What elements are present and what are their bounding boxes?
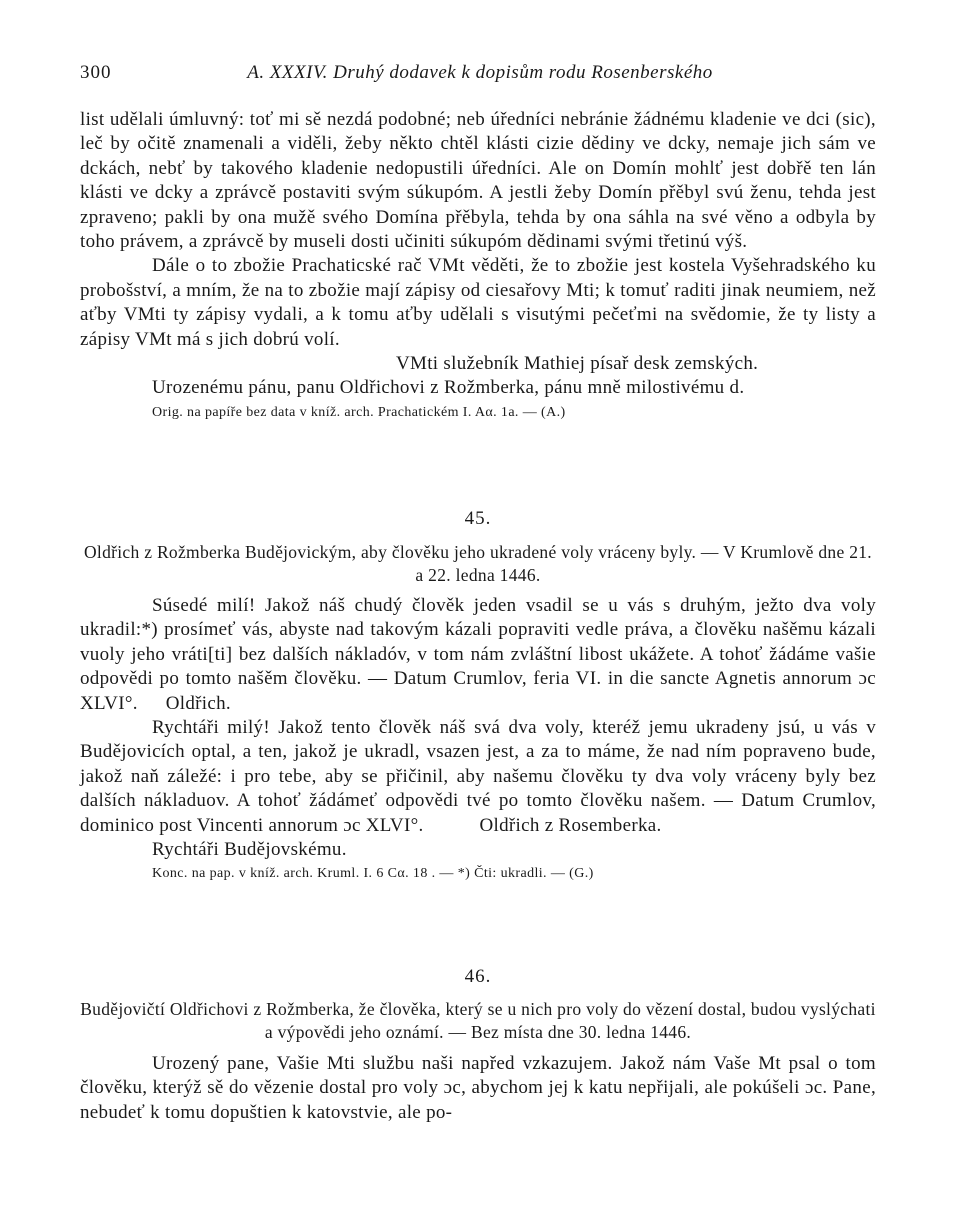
doc45-heading: Oldřich z Rožmberka Budějovickým, aby člověku jeho ukradené voly vráceny byly. — V Krumlově dne 21. a 22. ledna 1446. [83,542,872,585]
page-number: 300 [80,62,112,83]
doc44-source-note: Orig. na papíře bez data v kníž. arch. Prachatickém I. Aα. 1a. — (A.) [152,404,566,420]
doc44-address: Urozenému pánu, panu Oldřichovi z Rožmberka, pánu mně milostivému d. [152,377,745,399]
doc46-number: 46. [464,966,492,987]
doc45-paragraph-2-signature: Oldřich z Rosemberka. [479,814,662,836]
doc44-signature: VMti služebník Mathiej písař desk zemských. [396,353,759,375]
doc45-number: 45. [464,508,492,529]
doc46-body [80,1052,876,1125]
running-head [80,62,880,86]
doc45-paragraph-2 [80,716,876,838]
doc45-address: Rychtáři Budějovskému. [152,839,347,861]
doc44-paragraph-2: Dále o to zbožie Prachaticské rač VMt věděti, že to zbožie jest kostela Vyšehradského ku probošství, a mním, že na to zbožie mají zápisy od ciesařovy Mti; k tomuť raditi jinak neumiem, než aťby VMti ty zápisy vydali, a k tomu aťby udělali s visutými pečeťmi na svědomie, že ty listy a zápisy VMt má s jich dobrú volí. [80,255,876,350]
doc44-body [80,108,876,421]
doc45-body [80,594,876,882]
doc45-paragraph-1 [80,594,876,716]
doc46-paragraph-1: Urozený pane, Vašie Mti službu naši napřed vzkazujem. Jakož nám Vaše Mt psal o tom člověku, kterýž sě do vězenie dostal pro voly ɔc, abychom jej k katu nepřijali, ale pokúšeli ɔc. Pane, nebudeť k tomu dopuštien k katovstvie, ale po- [80,1053,876,1123]
doc45-paragraph-1-signature: Oldřich. [165,692,231,714]
doc46-heading: Budějovičtí Oldřichovi z Rožmberka, že člověka, který se u nich pro voly do vězení dostal, budou vyslýchati a výpovědi jeho oznámí. — Bez místa dne 30. ledna 1446. [80,999,876,1042]
running-title: A. XXXIV. Druhý dodavek k dopisům rodu Rosenberského [247,62,713,83]
doc45-source-note: Konc. na pap. v kníž. arch. Kruml. I. 6 Cα. 18 . — *) Čti: ukradli. — (G.) [152,866,594,882]
doc44-paragraph-1: list udělali úmluvný: toť mi sě nezdá podobné; neb úředníci nebránie žádnému kladenie ve dci (sic), leč by očitě znamenali a viděli, žeby někto chtěl klásti cizie dědiny ve dcky, nemaje jich sám ve dckách, nebť by takového kladenie nedopustili úředníci. Ale on Domín mohlť jest dobřě ten lán klásti ve dcky a zprávcě postaviti svým súkupóm. A jestli žeby Domín přěbyl svú ženu, tehda jest zpraveno; pakli by ona mužě svého Domína přěbyla, tehda by ona sáhla na své věno a odbyla by toho právem, a zprávcě by museli dosti učiniti súkupóm dědinami svými třetinú výš. [80,109,876,253]
doc45-paragraph-2-text: Rychtáři milý! Jakož tento člověk náš svá dva voly, kteréž jemu ukradeny jsú, u vás v Budějovicích optal, a ten, jakož je ukradl, vsazen jest, a za to máme, že nad ním popraveno bude, jakož naň záležé: i pro tebe, aby se přičinil, aby našemu člověku ty dva voly vráceny byly bez dalších nákladuov. A tohoť žádámeť odpovědi tvé po tomto člověku našem. — Datum Crumlov, dominico post Vincenti annorum ɔc XLVI°. [80,717,876,836]
doc45-paragraph-1-text: Súsedé milí! Jakož náš chudý člověk jeden vsadil se u vás s druhým, ježto dva voly ukradil:*) prosímeť vás, abyste nad takovým kázali popraviti vedle práva, a člověku našěmu kázali vuoly jeho vráti[ti] bez dalších nákladóv, v tom nám zvláštní libost ukážete. A tohoť žádáme vašie odpovědi po tomto našěm člověku. — Datum Crumlov, feria VI. in die sancte Agnetis annorum ɔc XLVI°. [80,595,876,714]
